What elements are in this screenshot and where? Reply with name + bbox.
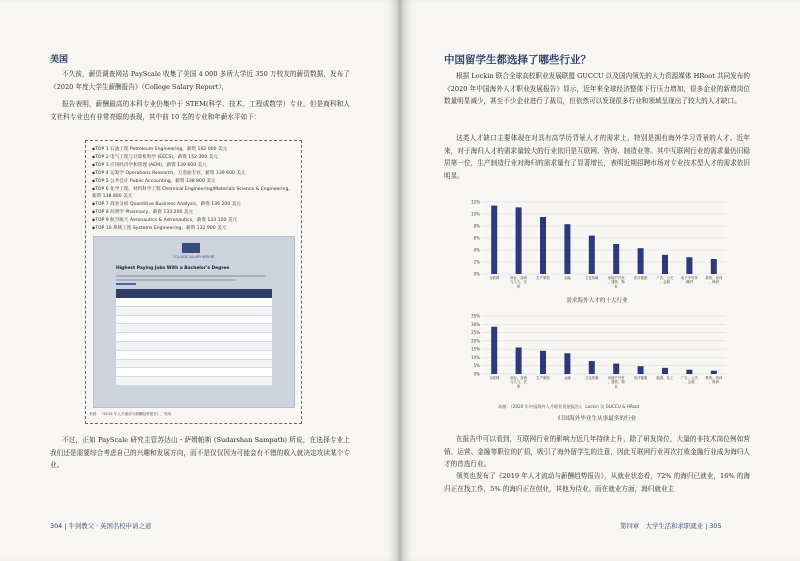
x-tick-label: 文化传媒 (585, 276, 599, 280)
y-tick-label: 20% (471, 338, 480, 344)
y-tick-label: 0% (473, 271, 480, 277)
paragraph: 不久前，薪资调查网站 PayScale 收集了美国 4 000 多所大学近 350 万校友的薪资数据，发布了《2020 年度大学生薪酬报告》（College Salary Report）， (50, 70, 350, 91)
y-tick-label: 4% (473, 247, 480, 253)
report-table-header (116, 289, 272, 298)
bar (613, 244, 619, 274)
y-tick-label: 15% (471, 346, 480, 352)
bar (638, 366, 644, 374)
bar (540, 351, 546, 374)
list-item: ◆ TOP 5 公共会计 Public Accounting，薪资 138 800 美元 (92, 177, 295, 185)
x-tick-label: 广告、公关 (680, 376, 698, 380)
bar (516, 207, 522, 274)
chart-caption: 归国海外毕业生从事最多的行业 (557, 416, 637, 422)
x-tick-label: 教育、培训 (705, 276, 723, 280)
x-tick-label: 能源、化工 (656, 376, 674, 380)
list-item: ◆ TOP 10 系统工程 Systems Engineering，薪资 132 900 美元 (92, 224, 295, 232)
x-tick-label: 生产制造 (536, 276, 550, 280)
bar (564, 224, 570, 274)
chapter-title: 第四章 大学生活和求职就业 (620, 522, 704, 530)
list-item: ◆ TOP 8 药剂学 Pharmacy，薪资 133 200 美元 (92, 208, 295, 216)
x-tick-label: 、会展 (684, 380, 695, 385)
salary-report-screenshot (93, 236, 295, 408)
section-heading-industries: 中国留学生都选择了哪些行业？ (444, 54, 591, 66)
report-text-line (116, 279, 236, 281)
report-logo-icon (182, 243, 200, 253)
paragraph: 不过，正如 PayScale 研究主管苏达山・萨姆帕斯 (Sudarshan Sampath) 所说，在选择专业上我们还是需要综合考虑自己的兴趣和发展方向，而不是仅仅因为可能会有不错的收入就决定攻读某个专业。 (50, 436, 350, 469)
x-tick-label: 房地产开发 (607, 276, 625, 280)
bar (564, 353, 570, 374)
report-table (116, 289, 272, 386)
table-row (116, 333, 272, 342)
right-page (402, 0, 800, 561)
bar (686, 257, 692, 274)
paragraph: 根据 Lockin 联合全球高校职业发展联盟 GUCCU 以及国内领先的人力资源媒体 HRoot 共同发布的《2020 年中国海外人才职业发展报告》显示，近年来全球经济整体下行压力增加，很多企业的新增岗位数量明显减少，甚至不少企业进行了裁员，但依然可以发现很多行业和领域呈现出了较大的人才缺口。 (444, 72, 750, 105)
y-tick-label: 35% (471, 313, 480, 319)
x-tick-label: 广告、公关 (656, 276, 674, 280)
top10-list (86, 141, 301, 232)
table-row (116, 377, 272, 386)
y-tick-label: 6% (473, 235, 480, 241)
bar (711, 259, 717, 274)
table-row (116, 324, 272, 333)
bar (491, 327, 497, 374)
y-tick-label: 8% (473, 223, 480, 229)
table-row (116, 351, 272, 360)
salary-top10-box (85, 140, 302, 424)
page-number: 304 (50, 522, 63, 530)
book-title: 牛剑教父 · 英国名校申请之道 (68, 522, 152, 530)
y-tick-label: 12% (471, 199, 480, 205)
x-tick-label: 、建筑、物 (607, 380, 625, 385)
paragraph: 在报告中可以看到，互联网行业的影响力近几年持续上升，除了研发岗位，大量的非技术岗位例如营销、运营、金融等职位的扩招，吸引了海外留学生的注意，因此互联网行业再次打败金融行业成为海归人才的首选行业。 (444, 435, 750, 468)
left-page (0, 0, 398, 561)
table-row (116, 342, 272, 351)
table-row (116, 316, 272, 325)
list-item: ◆ TOP 9 航空航天 Aeronautics & Astronautics，薪资 133 100 美元 (92, 216, 295, 224)
report-logo-text: COLLEGE SALARY REPORT (173, 255, 215, 259)
x-tick-label: 、科研 (708, 280, 719, 285)
list-item: ◆ TOP 1 石油工程 Petroleum Engineering，薪资 182 000 美元 (92, 145, 295, 153)
page-number: 305 (709, 522, 722, 530)
y-tick-label: 25% (471, 330, 480, 336)
y-tick-label: 10% (471, 211, 480, 217)
x-tick-label: 与人力、法 (510, 380, 528, 385)
y-tick-label: 2% (473, 259, 480, 265)
box-source-note: 来源：《2019 年人才流动与薪酬趋势报告》，领英 (89, 412, 172, 416)
bar (491, 206, 497, 274)
x-tick-label: 金融 (564, 276, 571, 280)
x-tick-label: 商业、咨询 (510, 276, 528, 280)
x-tick-label: 生产制造 (536, 376, 550, 380)
table-row (116, 360, 272, 369)
chart-caption: 需求海外人才的十大行业 (566, 298, 628, 304)
report-link (116, 283, 136, 285)
table-row (116, 307, 272, 316)
y-tick-label: 10% (471, 354, 480, 360)
list-item: ◆ TOP 6 化学工程、材料科学工程 Chemical Engineering/Materials Science & Engineering，薪资 138 800 美元 (92, 185, 295, 200)
returnee-industries-chart (462, 312, 732, 392)
x-tick-label: 金融 (564, 376, 571, 380)
x-tick-label: 教育、培训 (705, 376, 723, 380)
x-tick-label: 业 (614, 384, 618, 389)
bar (589, 236, 595, 274)
bar (516, 347, 522, 374)
x-tick-label: 互联网 (489, 376, 500, 380)
bar (589, 361, 595, 374)
x-tick-label: /硬件 (685, 280, 694, 285)
chart-source-note: 来源：《2020 年中国海外人才职业发展报告》，Lockin 及 GUCCU & HRoot (498, 404, 640, 409)
x-tick-label: 律 (516, 384, 521, 389)
x-tick-label: 电子半导体 (680, 276, 698, 280)
x-tick-label: 房地产开发 (607, 376, 625, 380)
x-tick-label: 、科研 (708, 380, 719, 385)
bar (638, 248, 644, 274)
report-title: Highest Paying Jobs With a Bachelor's Degree (116, 266, 230, 271)
table-row (116, 298, 272, 307)
paragraph: 报告表明，薪酬最高的本科专业仍集中于 STEM(科学、技术、工程或数学）专业，但是商科和人文社科专业也有非常亮眼的表现，其中前 10 名的专业和年薪水平如下： (50, 100, 350, 121)
x-tick-label: 商业、咨询 (510, 376, 528, 380)
y-tick-label: 30% (471, 321, 480, 327)
x-tick-label: 医疗健康 (633, 276, 648, 280)
right-footer: 第四章 大学生活和求职就业 | 305 (620, 522, 722, 530)
paragraph: 领英也发布了《2019 年人才流动与薪酬趋势报告》，从就业状态看，72% 的海归已就业，16% 的海归正在找工作，5% 的海归正在创业，其他为待业。而在就业方面，海归就业主 (444, 472, 750, 493)
paragraph: 这类人才缺口主要体现在对具有高学历背景人才的需求上，特别是拥有海外学习背景的人才。近年来，对于海归人才的需求量较大的行业依旧是互联网、咨询、制造业等。其中互联网行业的需求量仍旧稳居第一位，生产制造行业对海归的需求量有了显著增长，表明近期招聘市场对专业技术型人才的需求依旧明显。 (444, 134, 750, 180)
list-item: ◆ TOP 2 电气工程与计算机科学 (EECS)，薪资 152 300 美元 (92, 153, 295, 161)
section-heading-usa: 美国 (50, 55, 69, 65)
table-row (116, 368, 272, 377)
list-item: ◆ TOP 4 运筹学 Operations Research，万金油专业，薪资 139 600 美元 (92, 169, 295, 177)
x-tick-label: 业 (614, 284, 618, 289)
x-tick-label: 律 (516, 284, 521, 289)
x-tick-label: 、建筑、物 (607, 280, 625, 285)
x-tick-label: 文化传媒 (585, 376, 599, 380)
x-tick-label: 、会展 (659, 280, 671, 285)
bar (613, 364, 619, 374)
top10-demand-chart (462, 198, 732, 294)
bar (711, 371, 717, 374)
list-item: ◆ TOP 3 应用经济学和管理 (AEM)，薪资 139 600 美元 (92, 161, 295, 169)
bar (662, 368, 668, 374)
x-tick-label: 互联网 (489, 276, 500, 280)
y-tick-label: 0% (473, 371, 480, 377)
bar (662, 255, 668, 274)
bar (686, 370, 692, 374)
bar (540, 217, 546, 274)
y-tick-label: 5% (473, 363, 480, 369)
report-text-line (116, 275, 266, 277)
list-item: ◆ TOP 7 商业分析 Quantitive Business Analysis，薪资 136 200 美元 (92, 200, 295, 208)
x-tick-label: 医疗健康 (633, 376, 648, 380)
left-footer: 304 | 牛剑教父 · 英国名校申请之道 (50, 522, 152, 530)
x-tick-label: 与人力、法 (510, 280, 528, 285)
